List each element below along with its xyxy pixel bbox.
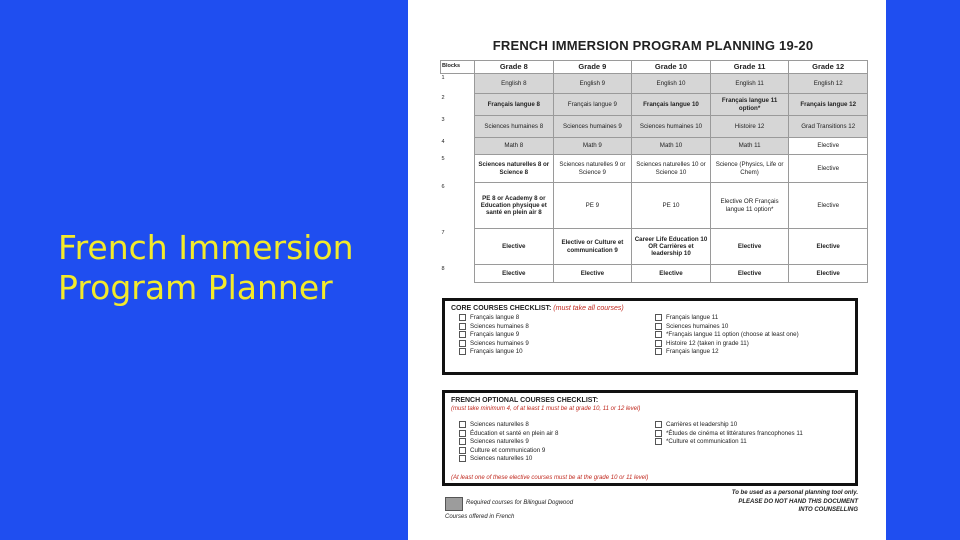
block-number: 1 bbox=[441, 74, 475, 94]
block-number: 7 bbox=[441, 229, 475, 265]
grid-header-row bbox=[441, 61, 868, 74]
document-title: FRENCH IMMERSION PROGRAM PLANNING 19-20 bbox=[492, 38, 814, 53]
table-cell: Elective bbox=[789, 183, 868, 229]
checkbox[interactable] bbox=[655, 314, 662, 321]
checkbox[interactable] bbox=[655, 323, 662, 330]
optional-left-column bbox=[459, 421, 558, 464]
checkbox[interactable] bbox=[459, 447, 466, 454]
grade-header: Grade 10 bbox=[632, 61, 711, 74]
table-cell: Math 9 bbox=[553, 138, 632, 155]
table-cell: Elective bbox=[475, 229, 554, 265]
list-item-label: Sciences humaines 8 bbox=[470, 322, 529, 330]
grade-header: Grade 8 bbox=[475, 61, 554, 74]
core-checklist-heading bbox=[451, 305, 624, 312]
list-item-label: Sciences naturelles 9 bbox=[470, 438, 529, 446]
slide-title bbox=[58, 228, 398, 308]
list-item[interactable] bbox=[459, 438, 558, 447]
list-item-label: Éducation et santé en plein air 8 bbox=[470, 429, 559, 437]
core-checklist-note: (must take all courses) bbox=[553, 305, 624, 312]
list-item[interactable] bbox=[459, 314, 529, 323]
table-cell: Math 8 bbox=[475, 138, 554, 155]
planning-document bbox=[408, 0, 886, 540]
list-item[interactable] bbox=[459, 331, 529, 340]
table-cell: Elective bbox=[789, 229, 868, 265]
list-item-label: Français langue 9 bbox=[470, 331, 520, 339]
table-cell: PE 10 bbox=[632, 183, 711, 229]
course-grid bbox=[440, 60, 868, 283]
checkbox[interactable] bbox=[459, 438, 466, 445]
list-item[interactable] bbox=[459, 421, 558, 430]
checkbox[interactable] bbox=[655, 421, 662, 428]
optional-checklist-title: FRENCH OPTIONAL COURSES CHECKLIST: bbox=[451, 397, 599, 404]
table-cell: English 9 bbox=[553, 74, 632, 94]
list-item[interactable] bbox=[655, 430, 803, 439]
table-row bbox=[441, 116, 868, 138]
table-row bbox=[441, 183, 868, 229]
list-item-label: Sciences naturelles 8 bbox=[470, 421, 529, 429]
core-courses-checklist bbox=[442, 298, 858, 375]
table-cell: Sciences naturelles 9 or Science 9 bbox=[553, 155, 632, 183]
notice-line: INTO COUNSELLING bbox=[798, 507, 858, 513]
legend-required-label: Required courses for Bilingual Dogwood bbox=[466, 500, 574, 506]
checkbox[interactable] bbox=[459, 340, 466, 347]
optional-checklist-note: (must take minimum 4, of at least 1 must be at grade 10, 11 or 12 level) bbox=[451, 406, 641, 412]
checkbox[interactable] bbox=[459, 348, 466, 355]
list-item[interactable] bbox=[655, 314, 799, 323]
list-item[interactable] bbox=[459, 340, 529, 349]
table-cell: Sciences naturelles 10 or Science 10 bbox=[632, 155, 711, 183]
table-cell: Français langue 8 bbox=[475, 94, 554, 116]
legend-offered-label: Courses offered in French bbox=[445, 514, 515, 520]
table-cell: Sciences humaines 9 bbox=[553, 116, 632, 138]
table-cell: English 10 bbox=[632, 74, 711, 94]
grade-header: Grade 12 bbox=[789, 61, 868, 74]
table-cell: English 11 bbox=[710, 74, 789, 94]
table-row bbox=[441, 155, 868, 183]
list-item-label: *Français langue 11 option (choose at least one) bbox=[666, 331, 799, 339]
legend-swatch bbox=[445, 497, 463, 511]
checkbox[interactable] bbox=[655, 340, 662, 347]
list-item[interactable] bbox=[655, 438, 803, 447]
list-item[interactable] bbox=[459, 348, 529, 357]
table-cell: Sciences humaines 10 bbox=[632, 116, 711, 138]
table-cell: Elective bbox=[710, 265, 789, 283]
table-cell: Science (Physics, Life or Chem) bbox=[710, 155, 789, 183]
table-cell: Français langue 12 bbox=[789, 94, 868, 116]
list-item-label: *Culture et communication 11 bbox=[666, 438, 747, 446]
notice-line: PLEASE DO NOT HAND THIS DOCUMENT bbox=[738, 498, 858, 505]
table-cell: Elective bbox=[710, 229, 789, 265]
table-cell: Elective or Culture et communication 9 bbox=[553, 229, 632, 265]
block-number: 2 bbox=[441, 94, 475, 116]
table-cell: Career Life Education 10 OR Carrières et leadership 10 bbox=[632, 229, 711, 265]
list-item-label: Culture et communication 9 bbox=[470, 446, 546, 454]
list-item[interactable] bbox=[655, 331, 799, 340]
table-cell: English 8 bbox=[475, 74, 554, 94]
table-cell: Elective bbox=[632, 265, 711, 283]
list-item[interactable] bbox=[459, 455, 558, 464]
table-cell: Elective bbox=[789, 155, 868, 183]
checkbox[interactable] bbox=[459, 421, 466, 428]
checkbox[interactable] bbox=[459, 314, 466, 321]
list-item-label: Histoire 12 (taken in grade 11) bbox=[666, 339, 749, 347]
list-item-label: Français langue 8 bbox=[470, 314, 520, 322]
list-item-label: Français langue 10 bbox=[470, 348, 523, 356]
core-checklist-title: CORE COURSES CHECKLIST: bbox=[451, 305, 552, 312]
checkbox[interactable] bbox=[655, 348, 662, 355]
checkbox[interactable] bbox=[459, 323, 466, 330]
planning-notice bbox=[698, 489, 858, 515]
table-row bbox=[441, 229, 868, 265]
block-number: 8 bbox=[441, 265, 475, 283]
core-right-column bbox=[655, 314, 799, 357]
block-number: 6 bbox=[441, 183, 475, 229]
list-item[interactable] bbox=[655, 340, 799, 349]
table-cell: Elective bbox=[789, 265, 868, 283]
table-row bbox=[441, 94, 868, 116]
list-item-label: Sciences humaines 9 bbox=[470, 339, 529, 347]
list-item-label: Français langue 11 bbox=[666, 314, 719, 322]
table-row bbox=[441, 74, 868, 94]
table-cell: Elective OR Français langue 11 option* bbox=[710, 183, 789, 229]
table-cell: PE 8 or Academy 8 or Education physique et santé en plein air 8 bbox=[475, 183, 554, 229]
list-item[interactable] bbox=[459, 430, 558, 439]
table-cell: PE 9 bbox=[553, 183, 632, 229]
table-cell: Elective bbox=[553, 265, 632, 283]
table-cell: Math 10 bbox=[632, 138, 711, 155]
checkbox[interactable] bbox=[459, 430, 466, 437]
checkbox[interactable] bbox=[655, 331, 662, 338]
notice-line: To be used as a personal planning tool only. bbox=[731, 490, 858, 496]
core-left-column bbox=[459, 314, 529, 357]
checkbox[interactable] bbox=[655, 438, 662, 445]
list-item[interactable] bbox=[459, 447, 558, 456]
slide-title-line1: French Immersion bbox=[58, 228, 354, 267]
table-cell: Sciences naturelles 8 or Science 8 bbox=[475, 155, 554, 183]
checkbox[interactable] bbox=[459, 455, 466, 462]
table-cell: Français langue 10 bbox=[632, 94, 711, 116]
block-number: 4 bbox=[441, 138, 475, 155]
optional-right-column bbox=[655, 421, 803, 447]
list-item-label: Sciences naturelles 10 bbox=[470, 455, 533, 463]
grade-header: Grade 9 bbox=[553, 61, 632, 74]
optional-courses-checklist bbox=[442, 390, 858, 486]
list-item-label: Français langue 12 bbox=[666, 348, 719, 356]
table-cell: Elective bbox=[475, 265, 554, 283]
table-row bbox=[441, 138, 868, 155]
checkbox[interactable] bbox=[459, 331, 466, 338]
slide-title-line2: Program Planner bbox=[58, 268, 333, 307]
grade-header: Grade 11 bbox=[710, 61, 789, 74]
table-cell: Elective bbox=[789, 138, 868, 155]
table-cell: Français langue 11 option* bbox=[710, 94, 789, 116]
table-cell: English 12 bbox=[789, 74, 868, 94]
table-row bbox=[441, 265, 868, 283]
table-cell: Histoire 12 bbox=[710, 116, 789, 138]
table-cell: Français langue 9 bbox=[553, 94, 632, 116]
list-item-label: Sciences humaines 10 bbox=[666, 322, 729, 330]
blocks-header: Blocks bbox=[441, 61, 475, 74]
list-item[interactable] bbox=[655, 323, 799, 332]
block-number: 3 bbox=[441, 116, 475, 138]
list-item-label: *Études de cinéma et littératures francophones 11 bbox=[666, 429, 803, 437]
list-item[interactable] bbox=[655, 421, 803, 430]
list-item-label: Carrières et leadership 10 bbox=[666, 421, 738, 429]
table-cell: Grad Transitions 12 bbox=[789, 116, 868, 138]
table-cell: Math 11 bbox=[710, 138, 789, 155]
list-item[interactable] bbox=[655, 348, 799, 357]
optional-checklist-footnote: (At least one of these elective courses must be at the grade 10 or 11 level) bbox=[451, 475, 649, 481]
table-cell: Sciences humaines 8 bbox=[475, 116, 554, 138]
checkbox[interactable] bbox=[655, 430, 662, 437]
block-number: 5 bbox=[441, 155, 475, 183]
list-item[interactable] bbox=[459, 323, 529, 332]
